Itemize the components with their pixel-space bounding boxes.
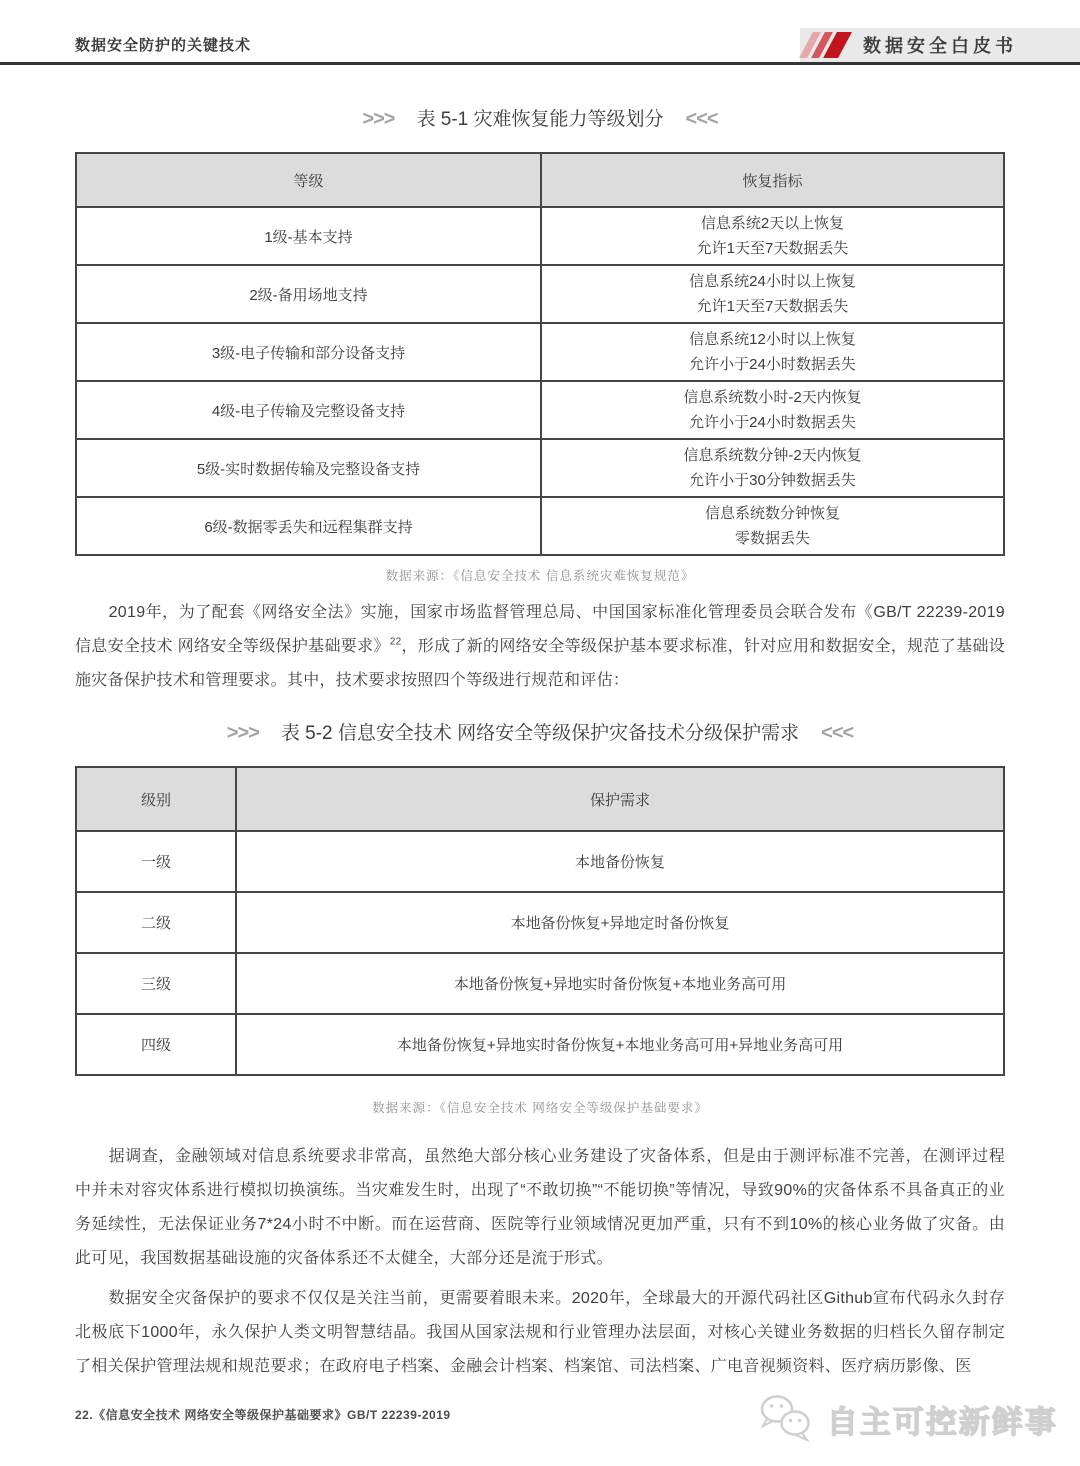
requirement-cell: 本地备份恢复 xyxy=(236,831,1004,892)
table-row xyxy=(76,381,1004,439)
table-row xyxy=(76,953,1004,1014)
level-cell: 1级-基本支持 xyxy=(76,207,541,265)
chevron-right-icon: >>> xyxy=(226,722,259,744)
chevron-left-icon: <<< xyxy=(685,108,718,130)
grade-cell: 三级 xyxy=(76,953,236,1014)
column-header-metric: 恢复指标 xyxy=(541,153,1004,207)
metric-cell: 信息系统2天以上恢复 允许1天至7天数据丢失 xyxy=(541,207,1004,265)
grade-cell: 四级 xyxy=(76,1014,236,1075)
table-row xyxy=(76,831,1004,892)
requirement-cell: 本地备份恢复+异地实时备份恢复+本地业务高可用 xyxy=(236,953,1004,1014)
disaster-recovery-levels-table xyxy=(75,152,1005,556)
header-divider xyxy=(0,62,1080,65)
header-brand-band xyxy=(800,28,1080,62)
level-cell: 2级-备用场地支持 xyxy=(76,265,541,323)
metric-cell: 信息系统数分钟恢复 零数据丢失 xyxy=(541,497,1004,555)
document-title: 数据安全白皮书 xyxy=(863,36,1017,56)
table2-caption-text: 表 5-2 信息安全技术 网络安全等级保护灾备技术分级保护需求 xyxy=(280,723,800,744)
table-header-row xyxy=(76,153,1004,207)
grade-cell: 一级 xyxy=(76,831,236,892)
level-cell: 4级-电子传输及完整设备支持 xyxy=(76,381,541,439)
wechat-icon xyxy=(755,1392,817,1446)
column-header-level: 等级 xyxy=(76,153,541,207)
table-row xyxy=(76,265,1004,323)
body-paragraph: 据调查，金融领域对信息系统要求非常高，虽然绝大部分核心业务建设了灾备体系，但是由于测评标准不完善，在测评过程中并未对容灾体系进行模拟切换演练。当灾难发生时，出现了“不敢切换”“不能切换”等情况，导致90%的灾备体系不具备真正的业务延续性，无法保证业务7*24小时不中断。而在运营商、医院等行业领域情况更加严重，只有不到10%的核心业务做了灾备。由此可见，我国数据基础设施的灾备体系还不太健全，大部分还是流于形式。 xyxy=(75,1148,1005,1267)
metric-cell: 信息系统数小时-2天内恢复 允许小于24小时数据丢失 xyxy=(541,381,1004,439)
publisher-watermark xyxy=(755,1392,1058,1446)
requirement-cell: 本地备份恢复+异地定时备份恢复 xyxy=(236,892,1004,953)
table-row xyxy=(76,497,1004,555)
body-paragraph: 数据安全灾备保护的要求不仅仅是关注当前，更需要着眼未来。2020年，全球最大的开源代码社区Github宣布代码永久封存北极底下1000年，永久保护人类文明智慧结晶。我国从国家法规和行业管理办法层面，对核心关键业务数据的归档长久留存制定了相关保护管理法规和规范要求；在政府电子档案、金融会计档案、档案馆、司法档案、广电音视频资料、医疗病历影像、医 xyxy=(75,1290,1005,1375)
table-row xyxy=(76,439,1004,497)
table-header-row xyxy=(76,767,1004,831)
footnote-ref: 22 xyxy=(389,636,402,648)
table2-source-note: 数据来源：《信息安全技术 网络安全等级保护基础要求》 xyxy=(372,1101,708,1115)
table1-source-note: 数据来源：《信息安全技术 信息系统灾难恢复规范》 xyxy=(385,569,695,583)
table2-caption xyxy=(0,718,1080,745)
watermark-label: 自主可控新鲜事 xyxy=(827,1404,1058,1440)
level-cell: 3级-电子传输和部分设备支持 xyxy=(76,323,541,381)
metric-cell: 信息系统24小时以上恢复 允许1天至7天数据丢失 xyxy=(541,265,1004,323)
body-paragraph: 2019年，为了配套《网络安全法》实施，国家市场监督管理总局、中国国家标准化管理委员会联合发布《GB/T 22239-2019信息安全技术 网络安全等级保护基础要求》$^{22}$，形成了新的网络安全等级保护基本要求标准，针对应用和数据安全，规范了基础设施灾备保护技术和管理要求。其中，技术要求按照四个等级进行规范和评估： xyxy=(75,604,1005,689)
table-row xyxy=(76,1014,1004,1075)
table1-caption xyxy=(0,104,1080,131)
table-row xyxy=(76,323,1004,381)
grade-protection-requirements-table xyxy=(75,766,1005,1076)
column-header-requirement: 保护需求 xyxy=(236,767,1004,831)
level-cell: 5级-实时数据传输及完整设备支持 xyxy=(76,439,541,497)
chevron-right-icon: >>> xyxy=(362,108,395,130)
level-cell: 6级-数据零丢失和远程集群支持 xyxy=(76,497,541,555)
header-section-title: 数据安全防护的关键技术 xyxy=(75,37,252,54)
metric-cell: 信息系统12小时以上恢复 允许小于24小时数据丢失 xyxy=(541,323,1004,381)
chevron-left-icon: <<< xyxy=(821,722,854,744)
metric-cell: 信息系统数分钟-2天内恢复 允许小于30分钟数据丢失 xyxy=(541,439,1004,497)
red-slashes-logo-icon xyxy=(806,28,849,62)
column-header-grade: 级别 xyxy=(76,767,236,831)
table-row xyxy=(76,892,1004,953)
footnote-reference: 22.《信息安全技术 网络安全等级保护基础要求》GB/T 22239-2019 xyxy=(75,1408,451,1422)
requirement-cell: 本地备份恢复+异地实时备份恢复+本地业务高可用+异地业务高可用 xyxy=(236,1014,1004,1075)
grade-cell: 二级 xyxy=(76,892,236,953)
table-row xyxy=(76,207,1004,265)
table1-caption-text: 表 5-1 灾难恢复能力等级划分 xyxy=(416,109,664,130)
